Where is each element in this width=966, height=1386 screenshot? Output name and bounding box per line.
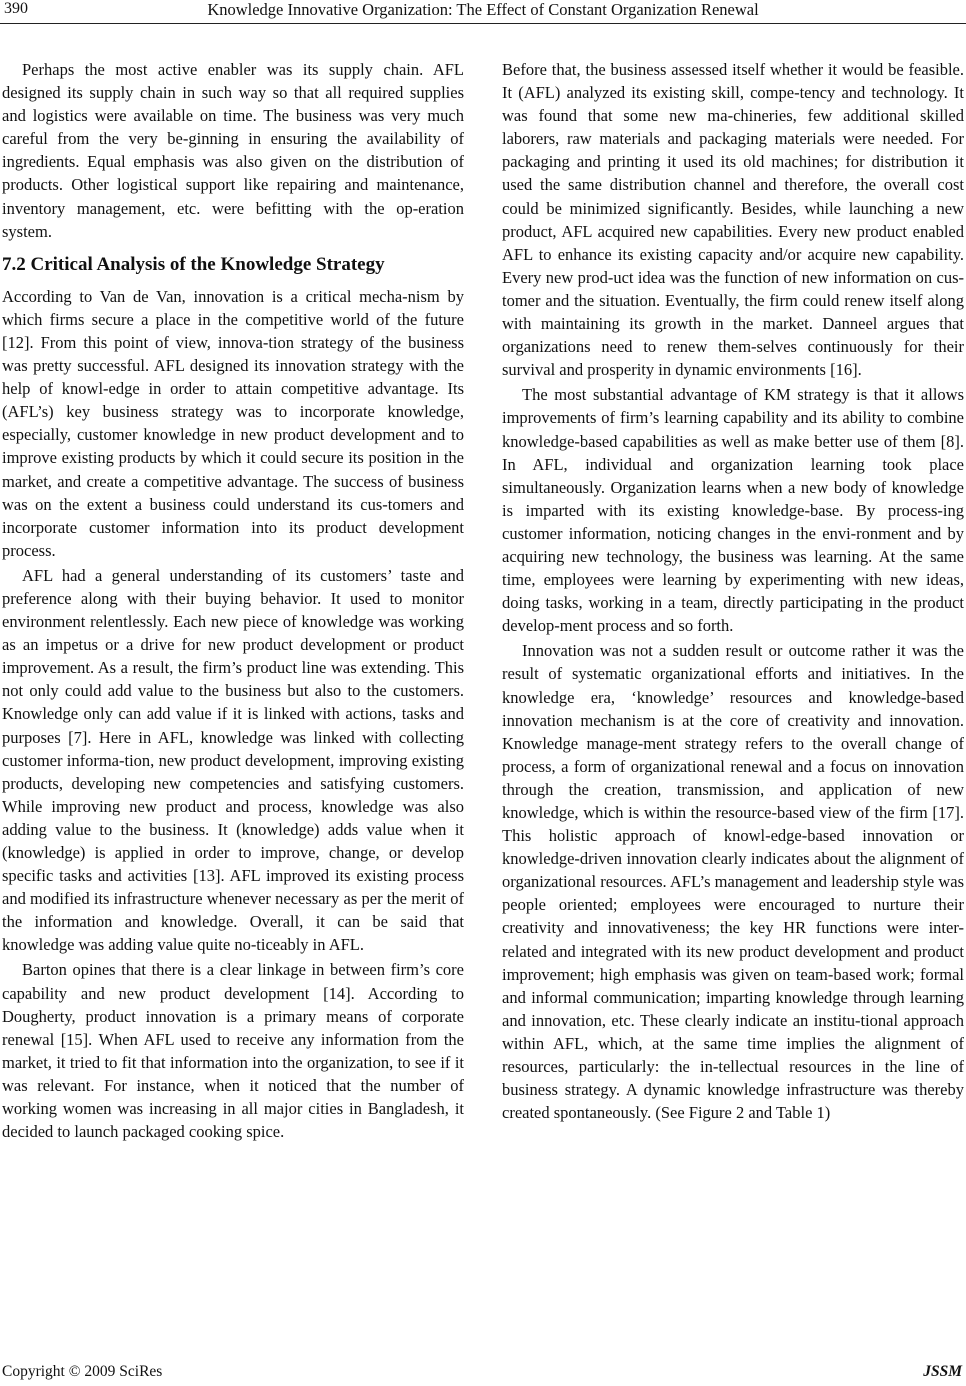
- paragraph: The most substantial advantage of KM strategy is that it allows improvements of firm’s learning capability and its ability to combine knowledge-based capabilities as well as make better use of them [8]. In AFL, individual and organization learning took place simultaneously. Organization learns when a new body of knowledge is imparted with its existing knowledge-base. By process-ing customer information, noticing changes in the envi-ronment and by acquiring new technology, the business was learning. At the same time, employees were learning by experimenting with new ideas, doing tasks, working in a team, directly participating in the product develop-ment process and so forth.: [502, 385, 964, 636]
- paragraph: Perhaps the most active enabler was its supply chain. AFL designed its supply chain in such way so that all required supplies and logistics were available on time. The business was very much careful from the very be-ginning in ensuring the availability of ingredients. Equal emphasis was also given on the distribution of products. Other logistical support like repairing and maintenance, inventory management, etc. were befitting with the op-eration system.: [2, 60, 464, 241]
- left-column: [2, 58, 464, 1143]
- copyright-notice: Copyright © 2009 SciRes: [2, 1363, 163, 1380]
- paragraph: Before that, the business assessed itself whether it would be feasible. It (AFL) analyzed its existing skill, compe-tency and technology. It was found that some new ma-chineries, few additional skilled laborers, raw materials and packaging materials were needed. For packaging and printing it used its old machines; for distribution it used the same distribution channel and therefore, the overall cost could be minimized significantly. Besides, while launching a new product, AFL acquired new capabilities. Every new product enabled AFL to enhance its existing capacity and/or acquire new capability. Every new prod-uct idea was the function of new information on cus-tomer and the situation. Eventually, the firm could renew itself along with maintaining its growth in the market. Danneel argues that organizations need to renew them-selves continuously for their survival and prosperity in dynamic environments [16].: [502, 60, 964, 380]
- paragraph: AFL had a general understanding of its customers’ taste and preference along with their buying behavior. It used to monitor environment relentlessly. Each new piece of knowledge was working as an impetus or a drive for new product development or product improvement. As a result, the firm’s product line was extending. This not only could add value to the business but also to the customers. Knowledge only can add value if it is linked with actions, tasks and purposes [7]. Here in AFL, knowledge was linked with collecting customer informa-tion, new product development, improving existing products, developing new competencies and satisfying customers. While improving new product and process, knowledge was also adding value to the business. It (knowledge) adds value when it (knowledge) is applied in order to improve, change, or develop specific tasks and activities [13]. AFL improved its existing process and modified its infrastructure whenever necessary as per the merit of the information and knowledge. Overall, it can be said that knowledge was adding value quite no-ticeably in AFL.: [2, 565, 464, 955]
- running-title: Knowledge Innovative Organization: The Effect of Constant Organization Renewal: [207, 0, 759, 19]
- journal-abbreviation: JSSM: [923, 1363, 962, 1380]
- page-footer: [0, 1363, 966, 1383]
- page-header: [0, 0, 966, 24]
- paragraph: According to Van de Van, innovation is a critical mecha-nism by which firms secure a place in the competitive world of the future [12]. From this point of view, innova-tion strategy of the business was pretty successful. AFL designed its innovation strategy with the help of knowl-edge in order to attain competitive advantage. Its (AFL’s) key business strategy was to incorporate knowledge, especially, customer knowledge in new product development and to improve existing products by which it could secure its position in the market, and create a competitive advantage. The success of business was on the extent a business could understand its cus-tomers and incorporate customer information into its product development process.: [2, 286, 464, 560]
- paragraph: Barton opines that there is a clear linkage in between firm’s core capability and new product development [14]. According to Dougherty, product innovation is a primary means of corporate renewal [15]. When AFL used to receive any information from the market, it tried to fit that information into the organization, to see if it was relevant. For instance, when it noticed that the number of working women was increasing in all major cities in Bangladesh, it decided to launch packaged cooking spice.: [2, 960, 464, 1142]
- right-column: [502, 58, 964, 1124]
- page-number: 390: [4, 0, 28, 17]
- section-heading: 7.2 Critical Analysis of the Knowledge Strategy: [2, 253, 385, 275]
- header-rule: [0, 23, 966, 24]
- paragraph: Innovation was not a sudden result or outcome rather it was the result of systematic organizational efforts and initiatives. In the knowledge era, ‘knowledge’ resources and knowledge-based innovation mechanism is at the core of creativity and innovation. Knowledge manage-ment strategy refers to the overall change of process, a form of organizational renewal and a focus on innovation through the creation, transmission, and application of new knowledge, which is within the resource-based view of the firm [17]. This holistic approach of knowl-edge-based innovation or knowledge-driven innovation clearly indicates about the alignment of organizational resources. AFL’s management and leadership style was people oriented; employees were encouraged to nurture their creativity and innovativeness; the key HR functions were inter-related and integrated with its new product development and product improvement; high emphasis was given on team-based work; formal and informal communication; imparting knowledge through learning and innovation, etc. These clearly indicate an institu-tional approach within AFL, which, at the same time implies the alignment of resources, particularly: the in-tellectual resources in the line of business strategy. A dynamic knowledge infrastructure was thereby created spontaneously. (See Figure 2 and Table 1): [502, 641, 964, 1123]
